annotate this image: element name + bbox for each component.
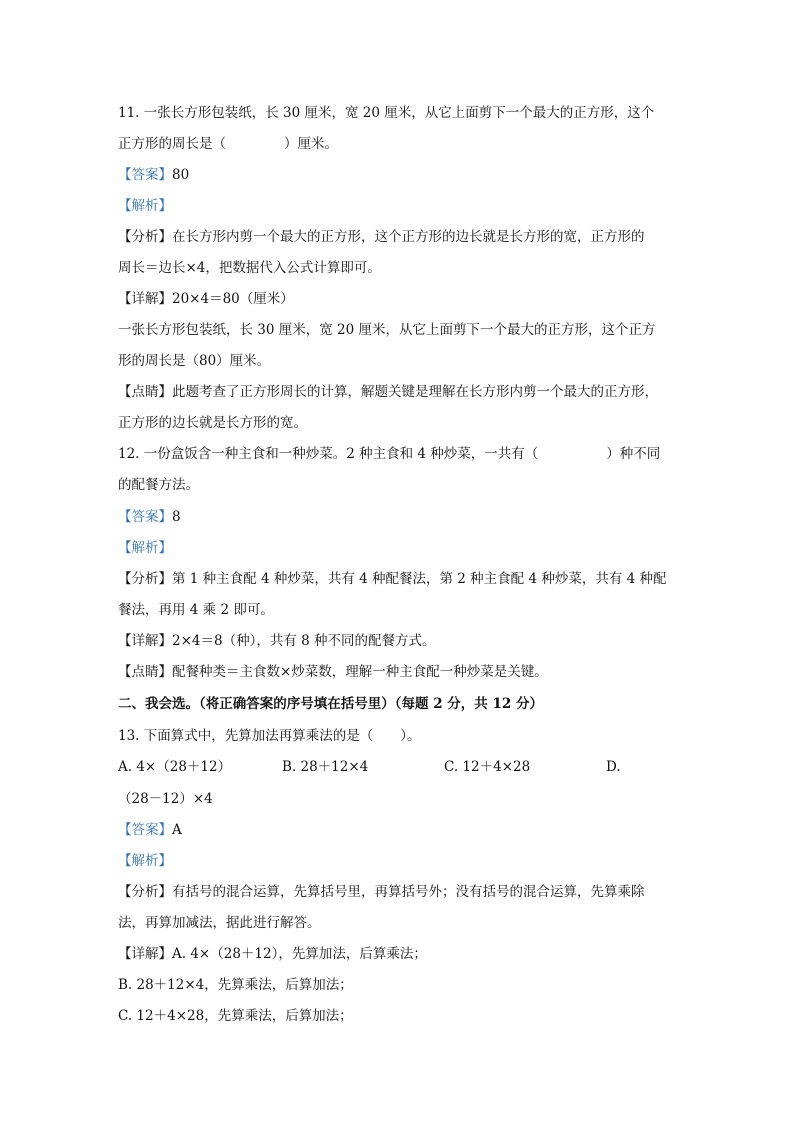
- xiangjie-tag: 【详解】: [118, 291, 172, 307]
- q13-option-a: A. 4×（28＋12）: [118, 759, 232, 775]
- q12-xiangjie-line1: [118, 631, 436, 651]
- q13-option-c: C. 12＋4×28: [444, 759, 531, 775]
- q13-option-b: B. 28＋12×4: [282, 759, 369, 775]
- q12-stem-line1: [118, 444, 660, 464]
- q11-stem-text-b: ）厘米。: [284, 136, 338, 152]
- answer-value: 8: [172, 509, 181, 525]
- xiangjie-text: 2×4＝8（种），共有 8 种不同的配餐方式。: [172, 633, 436, 649]
- section-heading: 二、我会选。（将正确答案的序号填在括号里）（每题 2 分，共 12 分）: [118, 696, 543, 712]
- q11-analysis-tag: 【解析】: [118, 198, 172, 214]
- q13-fenxi-line2: 法，再算加减法，据此进行解答。: [118, 915, 321, 931]
- q12-fenxi-line2: 餐法，再用 4 乘 2 即可。: [118, 602, 274, 618]
- q11-xiangjie-line3: 形的周长是（80）厘米。: [118, 353, 271, 369]
- q12-stem-text-b: ）种不同: [606, 446, 661, 462]
- q12-stem-text-a: 12. 一份盒饭含一种主食和一种炒菜。2 种主食和 4 种炒菜，一共有（: [118, 446, 539, 462]
- q13-fenxi-line1: [118, 882, 645, 902]
- fenxi-text: 有括号的混合运算，先算括号里，再算括号外；没有括号的混合运算，先算乘除: [172, 884, 645, 900]
- fenxi-text: 在长方形内剪一个最大的正方形，这个正方形的边长就是长方形的宽，正方形的: [172, 229, 645, 245]
- q11-answer: [118, 165, 189, 185]
- answer-tag: 【答案】: [118, 509, 172, 525]
- q13-xiangjie-line2: B. 28＋12×4，先算乘法，后算加法；: [118, 977, 353, 993]
- dianjing-tag: 【点睛】: [118, 664, 172, 680]
- fenxi-text: 第 1 种主食配 4 种炒菜，共有 4 种配餐法，第 2 种主食配 4 种炒菜，共有 4 种配: [172, 571, 667, 587]
- answer-tag: 【答案】: [118, 167, 172, 183]
- q13-option-d-expr: （28－12）×4: [118, 791, 213, 807]
- xiangjie-tag: 【详解】: [118, 946, 172, 962]
- q12-analysis-tag: 【解析】: [118, 540, 172, 556]
- xiangjie-tag: 【详解】: [118, 633, 172, 649]
- dianjing-text: 此题考查了正方形周长的计算，解题关键是理解在长方形内剪一个最大的正方形，: [172, 384, 658, 400]
- xiangjie-text: A. 4×（28＋12），先算加法，后算乘法；: [172, 946, 427, 962]
- q13-analysis-tag: 【解析】: [118, 853, 172, 869]
- answer-value: A: [172, 822, 182, 838]
- q11-xiangjie-line2: 一张长方形包装纸，长 30 厘米，宽 20 厘米，从它上面剪下一个最大的正方形，这个正方: [118, 322, 656, 338]
- q13-answer: [118, 820, 182, 840]
- q11-stem-line1: [118, 103, 654, 123]
- q11-dianjing-line1: [118, 382, 658, 402]
- q11-stem-text: 11. 一张长方形包装纸，长 30 厘米，宽 20 厘米，从它上面剪下一个最大的正方形，这个: [118, 105, 655, 121]
- answer-value: 80: [172, 167, 190, 183]
- fenxi-tag: 【分析】: [118, 229, 172, 245]
- q11-stem-text-a: 正方形的周长是（: [118, 136, 226, 152]
- dianjing-tag: 【点睛】: [118, 384, 172, 400]
- q12-dianjing-line1: [118, 662, 548, 682]
- xiangjie-text: 20×4＝80（厘米）: [172, 291, 294, 307]
- q11-dianjing-line2: 正方形的边长就是长方形的宽。: [118, 415, 307, 431]
- q11-xiangjie-line1: [118, 289, 294, 309]
- fenxi-tag: 【分析】: [118, 571, 172, 587]
- q13-stem: 13. 下面算式中，先算加法再算乘法的是（ ）。: [118, 728, 421, 744]
- q12-stem-line2: 的配餐方法。: [118, 477, 199, 493]
- fenxi-tag: 【分析】: [118, 884, 172, 900]
- q13-xiangjie-line3: C. 12＋4×28，先算乘法，后算加法；: [118, 1008, 353, 1024]
- q11-stem-line2: [118, 134, 338, 154]
- answer-tag: 【答案】: [118, 822, 172, 838]
- dianjing-text: 配餐种类＝主食数×炒菜数，理解一种主食配一种炒菜是关键。: [172, 664, 548, 680]
- q13-xiangjie-line1: [118, 944, 427, 964]
- q11-fenxi-line2: 周长＝边长×4，把数据代入公式计算即可。: [118, 260, 381, 276]
- q12-fenxi-line1: [118, 569, 667, 589]
- q11-fenxi-line1: [118, 227, 645, 247]
- q12-answer: [118, 507, 181, 527]
- q13-option-d-label: D.: [606, 759, 621, 775]
